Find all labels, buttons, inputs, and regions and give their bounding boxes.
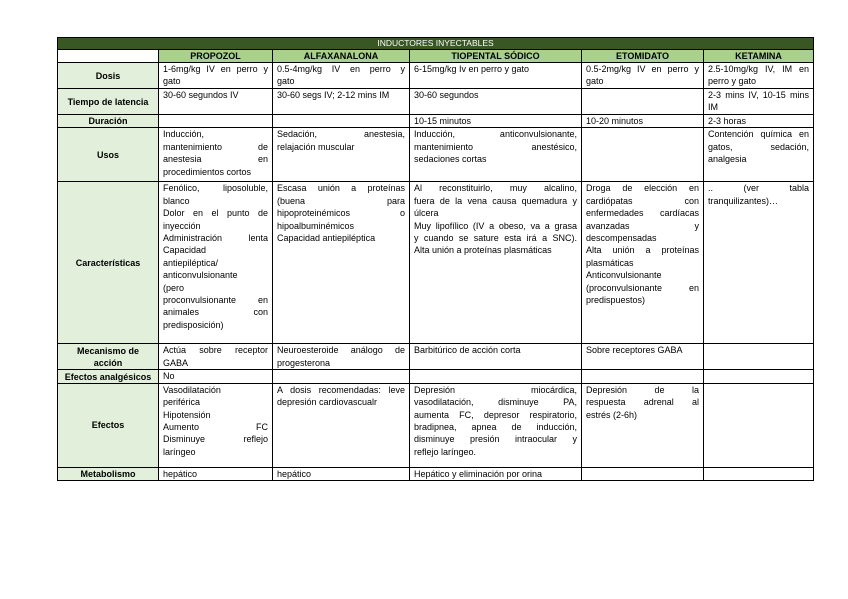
cell-line: inyección bbox=[163, 220, 201, 231]
cell-mecanismo-de-accion-propofol bbox=[159, 344, 273, 370]
column-header-etomidato: ETOMIDATO bbox=[582, 50, 704, 63]
cell-line: (buena para bbox=[277, 195, 405, 206]
cell-line: Inducción, anticonvulsionante, bbox=[414, 129, 577, 140]
cell-line: Depresión miocárdica, bbox=[414, 384, 577, 395]
cell-line: bradipnea, apnea de inducción, bbox=[414, 422, 577, 433]
cell-line: cardiópatas con bbox=[586, 195, 699, 206]
cell-line: Dolor en el punto de bbox=[163, 208, 268, 219]
cell-line: hepático bbox=[163, 468, 198, 479]
table-row-mecanismo-de-accion bbox=[58, 344, 814, 370]
row-label-duracion: Duración bbox=[58, 115, 159, 128]
cell-tiempo-de-latencia-ketamina bbox=[704, 89, 814, 115]
cell-line: úlcera bbox=[414, 208, 439, 219]
cell-line: gatos, sedación, bbox=[708, 141, 810, 152]
cell-line: Neuroesteroide análogo de bbox=[277, 345, 405, 356]
cell-line: mantenimiento anestésico, bbox=[414, 141, 577, 152]
table-row-tiempo-de-latencia bbox=[58, 89, 814, 115]
cell-line: blanco bbox=[163, 195, 190, 206]
cell-line: anestesia en bbox=[163, 154, 268, 165]
cell-line: vasodilatación, disminuye PA, bbox=[414, 397, 577, 408]
row-label-efectos: Efectos bbox=[58, 383, 159, 467]
table-row-metabolismo bbox=[58, 467, 814, 480]
cell-line: 30-60 segundos IV bbox=[163, 90, 239, 100]
cell-line: enfermedades cardíacas bbox=[586, 208, 699, 219]
cell-line: aumenta FC, depresor respiratorio, bbox=[414, 409, 577, 420]
cell-line: Muy lipofílico (IV a obeso, va a grasa bbox=[414, 220, 577, 231]
cell-line: perro y gato bbox=[708, 76, 757, 87]
cell-line: reflejo laríngeo. bbox=[414, 446, 477, 457]
cell-line: avanzadas y bbox=[586, 220, 699, 231]
cell-line: A dosis recomendadas: leve bbox=[277, 384, 405, 395]
cell-metabolismo-alfaxalona bbox=[273, 467, 410, 480]
corner-cell bbox=[58, 50, 159, 63]
cell-line: Capacidad bbox=[163, 245, 207, 256]
cell-dosis-propofol bbox=[159, 63, 273, 89]
cell-line: Hipotensión bbox=[163, 409, 211, 420]
cell-line: laríngeo bbox=[163, 446, 196, 457]
cell-line: estrés (2-6h) bbox=[586, 409, 638, 420]
cell-duracion-tiopental bbox=[410, 115, 582, 128]
cell-usos-ketamina bbox=[704, 128, 814, 182]
cell-efectos-analgesicos-alfaxalona bbox=[273, 370, 410, 383]
cell-line: Sobre receptores GABA bbox=[586, 345, 683, 356]
cell-line: .. (ver tabla bbox=[708, 183, 810, 194]
cell-line: mantenimiento de bbox=[163, 141, 268, 152]
cell-line: Fenólico, liposoluble, bbox=[163, 183, 268, 194]
cell-mecanismo-de-accion-tiopental bbox=[410, 344, 582, 370]
cell-line: Alta unión a proteínas bbox=[586, 245, 699, 256]
row-label-efectos-analgesicos: Efectos analgésicos bbox=[58, 370, 159, 383]
cell-dosis-alfaxalona bbox=[273, 63, 410, 89]
cell-line: (proconvulsionante en bbox=[586, 282, 699, 293]
cell-usos-tiopental bbox=[410, 128, 582, 182]
cell-line: 0.5-4mg/kg IV en perro y bbox=[277, 64, 405, 74]
cell-efectos-analgesicos-tiopental bbox=[410, 370, 582, 383]
cell-line: Depresión de la bbox=[586, 384, 699, 395]
cell-tiempo-de-latencia-tiopental bbox=[410, 89, 582, 115]
cell-caracteristicas-ketamina bbox=[704, 182, 814, 344]
cell-efectos-propofol bbox=[159, 383, 273, 467]
row-label-usos: Usos bbox=[58, 128, 159, 182]
cell-duracion-ketamina bbox=[704, 115, 814, 128]
table-row-dosis bbox=[58, 63, 814, 89]
cell-line: descompensadas bbox=[586, 233, 657, 244]
cell-line: sedaciones cortas bbox=[414, 154, 487, 165]
cell-dosis-ketamina bbox=[704, 63, 814, 89]
cell-efectos-analgesicos-ketamina bbox=[704, 370, 814, 383]
cell-line: 10-15 minutos bbox=[414, 116, 472, 126]
column-header-row bbox=[58, 50, 814, 63]
cell-line: hipoalbuminémicos bbox=[277, 220, 355, 231]
cell-duracion-etomidato bbox=[582, 115, 704, 128]
cell-line: 0.5-2mg/kg IV en perro y bbox=[586, 64, 699, 74]
cell-metabolismo-ketamina bbox=[704, 467, 814, 480]
cell-line: Capacidad antiepiléptica bbox=[277, 233, 376, 244]
cell-line: gato bbox=[586, 76, 604, 87]
cell-efectos-alfaxalona bbox=[273, 383, 410, 467]
cell-tiempo-de-latencia-propofol bbox=[159, 89, 273, 115]
cell-usos-etomidato bbox=[582, 128, 704, 182]
cell-line: 10-20 minutos bbox=[586, 116, 644, 126]
cell-line: Hepático y eliminación por orina bbox=[414, 468, 543, 479]
cell-duracion-alfaxalona bbox=[273, 115, 410, 128]
cell-mecanismo-de-accion-etomidato bbox=[582, 344, 704, 370]
cell-line: 30-60 segs IV; 2-12 mins IM bbox=[277, 90, 390, 100]
row-label-tiempo-de-latencia: Tiempo de latencia bbox=[58, 89, 159, 115]
cell-mecanismo-de-accion-alfaxalona bbox=[273, 344, 410, 370]
cell-efectos-analgesicos-etomidato bbox=[582, 370, 704, 383]
cell-line: relajación muscular bbox=[277, 141, 355, 152]
cell-line: 2.5-10mg/kg IV, IM en bbox=[708, 64, 810, 74]
cell-metabolismo-tiopental bbox=[410, 467, 582, 480]
cell-line: Alta unión a proteínas plasmáticas bbox=[414, 245, 552, 256]
cell-line: 30-60 segundos bbox=[414, 90, 479, 100]
cell-line: gato bbox=[277, 76, 295, 87]
cell-line: Vasodilatación bbox=[163, 384, 221, 395]
cell-efectos-etomidato bbox=[582, 383, 704, 467]
row-label-mecanismo-de-accion: Mecanismo de acción bbox=[58, 344, 159, 370]
cell-line: animales con bbox=[163, 307, 268, 318]
cell-line: 1-6mg/kg IV en perro y bbox=[163, 64, 268, 74]
cell-line: proconvulsionante en bbox=[163, 295, 268, 306]
cell-mecanismo-de-accion-ketamina bbox=[704, 344, 814, 370]
cell-line: Disminuye reflejo bbox=[163, 434, 268, 445]
cell-line: disminuye presión intraocular y bbox=[414, 434, 577, 445]
table-title: INDUCTORES INYECTABLES bbox=[58, 38, 814, 50]
cell-line: predisposición) bbox=[163, 319, 224, 330]
cell-usos-alfaxalona bbox=[273, 128, 410, 182]
cell-tiempo-de-latencia-alfaxalona bbox=[273, 89, 410, 115]
cell-line: depresión cardiovascualr bbox=[277, 397, 378, 408]
cell-line: Actúa sobre receptor bbox=[163, 345, 268, 356]
cell-line: Al reconstituirlo, muy alcalino, bbox=[414, 183, 577, 194]
table-row-efectos-analgesicos bbox=[58, 370, 814, 383]
cell-line: No bbox=[163, 371, 175, 382]
cell-duracion-propofol bbox=[159, 115, 273, 128]
cell-line: 6-15mg/kg Iv en perro y gato bbox=[414, 64, 530, 74]
cell-line: Sedación, anestesia, bbox=[277, 129, 405, 140]
cell-line: Inducción, bbox=[163, 129, 205, 140]
cell-line: Administración lenta bbox=[163, 233, 268, 244]
column-header-ketamina: KETAMINA bbox=[704, 50, 814, 63]
cell-line: procedimientos cortos bbox=[163, 166, 252, 177]
row-label-metabolismo: Metabolismo bbox=[58, 467, 159, 480]
inductores-table bbox=[57, 37, 814, 481]
cell-line: IM bbox=[708, 102, 718, 113]
cell-metabolismo-etomidato bbox=[582, 467, 704, 480]
cell-dosis-etomidato bbox=[582, 63, 704, 89]
cell-tiempo-de-latencia-etomidato bbox=[582, 89, 704, 115]
cell-line: 2-3 mins IV, 10-15 mins bbox=[708, 90, 810, 100]
cell-caracteristicas-etomidato bbox=[582, 182, 704, 344]
cell-dosis-tiopental bbox=[410, 63, 582, 89]
table-row-caracteristicas bbox=[58, 182, 814, 344]
table-row-duracion bbox=[58, 115, 814, 128]
table-row-efectos bbox=[58, 383, 814, 467]
cell-efectos-tiopental bbox=[410, 383, 582, 467]
cell-line: analgesia bbox=[708, 154, 747, 165]
cell-line: predispuestos) bbox=[586, 295, 646, 306]
cell-caracteristicas-tiopental bbox=[410, 182, 582, 344]
cell-efectos-analgesicos-propofol bbox=[159, 370, 273, 383]
cell-line: Anticonvulsionante bbox=[586, 270, 662, 281]
cell-line: Droga de elección en bbox=[586, 183, 699, 194]
cell-caracteristicas-propofol bbox=[159, 182, 273, 344]
cell-line: anticonvulsionante bbox=[163, 270, 238, 281]
table-row-usos bbox=[58, 128, 814, 182]
cell-line: (pero bbox=[163, 282, 185, 293]
column-header-propofol: PROPOZOL bbox=[159, 50, 273, 63]
cell-line: periférica bbox=[163, 397, 201, 408]
cell-line: progesterona bbox=[277, 357, 331, 368]
cell-line: 2-3 horas bbox=[708, 116, 747, 126]
cell-line: gato bbox=[163, 76, 181, 87]
row-label-caracteristicas: Características bbox=[58, 182, 159, 344]
row-label-dosis: Dosis bbox=[58, 63, 159, 89]
cell-line: Contención química en bbox=[708, 129, 810, 140]
cell-line: Aumento FC bbox=[163, 422, 268, 433]
cell-line: respuesta adrenal al bbox=[586, 397, 699, 408]
cell-caracteristicas-alfaxalona bbox=[273, 182, 410, 344]
column-header-alfaxalona: ALFAXANALONA bbox=[273, 50, 410, 63]
cell-line: Escasa unión a proteínas bbox=[277, 183, 405, 194]
cell-line: fuera de la vena causa quemadura y bbox=[414, 195, 577, 206]
cell-efectos-ketamina bbox=[704, 383, 814, 467]
cell-usos-propofol bbox=[159, 128, 273, 182]
cell-line: tranquilizantes)… bbox=[708, 195, 779, 206]
cell-line: Barbitúrico de acción corta bbox=[414, 345, 521, 356]
column-header-tiopental: TIOPENTAL SÓDICO bbox=[410, 50, 582, 63]
cell-line: antiepiléptica/ bbox=[163, 257, 219, 268]
cell-line: hepático bbox=[277, 468, 312, 479]
cell-line: plasmáticas bbox=[586, 257, 634, 268]
table-body bbox=[58, 63, 814, 481]
cell-metabolismo-propofol bbox=[159, 467, 273, 480]
cell-line: y cuando se sature esta irá a SNC). bbox=[414, 233, 577, 244]
cell-line: hipoproteinémicos o bbox=[277, 208, 405, 219]
cell-line: GABA bbox=[163, 357, 189, 368]
